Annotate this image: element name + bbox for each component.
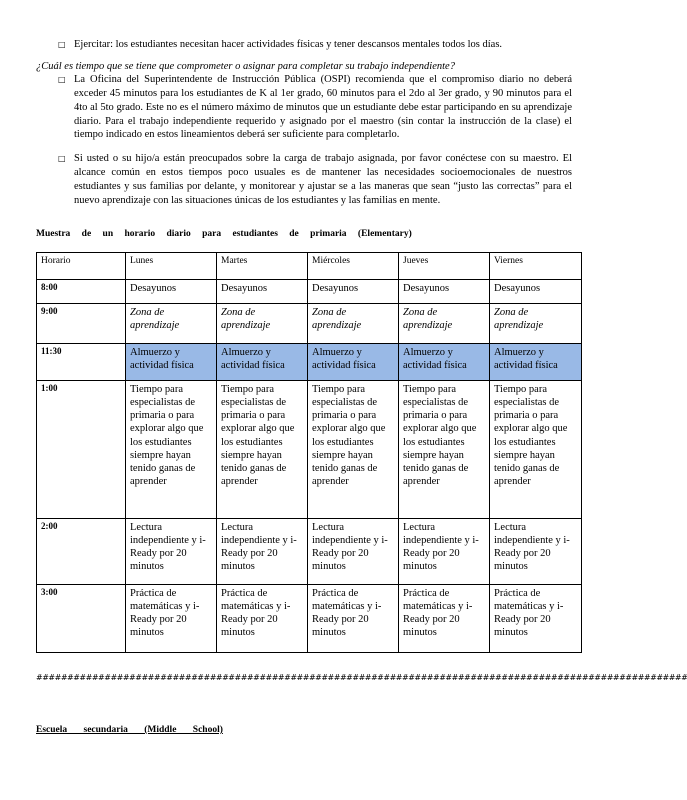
activity-cell: Práctica de matemáticas y i-Ready por 20 minutos	[308, 585, 399, 653]
header-cell: Lunes	[126, 253, 217, 280]
ospi-paragraph: La Oficina del Superintendente de Instrucción Pública (OSPI) recomienda que el compromiso diario no deberá exceder 45 minutos para los estudiantes de K al 1er grado, 60 minutos para el 2do al 3er grado, y 90 minutos para el 4to al 5to grado. Este no es el número máximo de minutos que un estudiante debe estar participando en su aprendizaje diario. Para el trabajo independiente requerido y asignado por el maestro (sin contar la instrucción de la clase) el tiempo indicado en estos lineamientos deberá ser suficiente para completarlo.	[74, 74, 572, 141]
activity-cell: Zona de aprendizaje	[126, 304, 217, 344]
activity-cell: Almuerzo y actividad física	[490, 344, 582, 381]
activity-cell: Práctica de matemáticas y i-Ready por 20 minutos	[126, 585, 217, 653]
activity-cell: Lectura independiente y i-Ready por 20 minutos	[490, 519, 582, 585]
time-cell: 9:00	[37, 304, 126, 344]
question-heading: ¿Cuál es tiempo que se tiene que comprometer o asignar para completar su trabajo independiente?	[36, 61, 455, 72]
table-row	[37, 381, 582, 519]
exercise-line: Ejercitar: los estudiantes necesitan hacer actividades físicas y tener descansos mentales todos los días.	[74, 39, 503, 50]
square-bullet-icon: □	[58, 154, 66, 163]
square-bullet-icon: □	[58, 75, 66, 84]
activity-cell: Almuerzo y actividad física	[126, 344, 217, 381]
activity-cell: Desayunos	[490, 280, 582, 304]
table-header-row	[37, 253, 582, 280]
activity-cell: Práctica de matemáticas y i-Ready por 20 minutos	[490, 585, 582, 653]
activity-cell: Almuerzo y actividad física	[308, 344, 399, 381]
activity-cell: Desayunos	[399, 280, 490, 304]
schedule-title: Muestra de un horario diario para estudiantes de primaria (Elementary)	[36, 229, 412, 239]
table-row	[37, 585, 582, 653]
middle-school-heading: Escuela secundaria (Middle School)	[36, 725, 223, 735]
activity-cell: Desayunos	[308, 280, 399, 304]
schedule-table	[36, 252, 582, 653]
table-row	[37, 519, 582, 585]
activity-cell: Lectura independiente y i-Ready por 20 minutos	[308, 519, 399, 585]
time-cell: 3:00	[37, 585, 126, 653]
activity-cell: Práctica de matemáticas y i-Ready por 20 minutos	[399, 585, 490, 653]
header-cell: Viernes	[490, 253, 582, 280]
activity-cell: Desayunos	[126, 280, 217, 304]
concern-paragraph: Si usted o su hijo/a están preocupados sobre la carga de trabajo asignada, por favor conéctese con su maestro. El alcance común en estos tiempos poco usuales es de mantener las necesidades socioemocionales de nuestros estudiantes y sus familias por delante, y monitorear y ajustar se a las maneras que sean “justo las correctas” para el nuevo aprendizaje con las situaciones únicas de los estudiantes y las familias en mente.	[74, 153, 572, 206]
activity-cell: Lectura independiente y i-Ready por 20 minutos	[217, 519, 308, 585]
activity-cell: Tiempo para especialistas de primaria o para explorar algo que los estudiantes siempre hayan tenido ganas de aprender	[399, 381, 490, 519]
square-bullet-icon: □	[58, 40, 66, 49]
header-cell: Martes	[217, 253, 308, 280]
activity-cell: Almuerzo y actividad física	[217, 344, 308, 381]
activity-cell: Zona de aprendizaje	[399, 304, 490, 344]
activity-cell: Zona de aprendizaje	[308, 304, 399, 344]
activity-cell: Tiempo para especialistas de primaria o para explorar algo que los estudiantes siempre hayan tenido ganas de aprender	[126, 381, 217, 519]
activity-cell: Tiempo para especialistas de primaria o para explorar algo que los estudiantes siempre hayan tenido ganas de aprender	[217, 381, 308, 519]
activity-cell: Práctica de matemáticas y i-Ready por 20 minutos	[217, 585, 308, 653]
time-cell: 11:30	[37, 344, 126, 381]
activity-cell: Lectura independiente y i-Ready por 20 minutos	[126, 519, 217, 585]
time-cell: 8:00	[37, 280, 126, 304]
table-row	[37, 344, 582, 381]
activity-cell: Lectura independiente y i-Ready por 20 minutos	[399, 519, 490, 585]
activity-cell: Almuerzo y actividad física	[399, 344, 490, 381]
activity-cell: Tiempo para especialistas de primaria o para explorar algo que los estudiantes siempre hayan tenido ganas de aprender	[308, 381, 399, 519]
activity-cell: Zona de aprendizaje	[490, 304, 582, 344]
time-cell: 2:00	[37, 519, 126, 585]
section-separator: #########################################################################################################	[36, 673, 687, 682]
activity-cell: Zona de aprendizaje	[217, 304, 308, 344]
table-row	[37, 304, 582, 344]
time-cell: 1:00	[37, 381, 126, 519]
header-cell: Horario	[37, 253, 126, 280]
activity-cell: Tiempo para especialistas de primaria o para explorar algo que los estudiantes siempre hayan tenido ganas de aprender	[490, 381, 582, 519]
header-cell: Jueves	[399, 253, 490, 280]
header-cell: Miércoles	[308, 253, 399, 280]
table-row	[37, 280, 582, 304]
activity-cell: Desayunos	[217, 280, 308, 304]
